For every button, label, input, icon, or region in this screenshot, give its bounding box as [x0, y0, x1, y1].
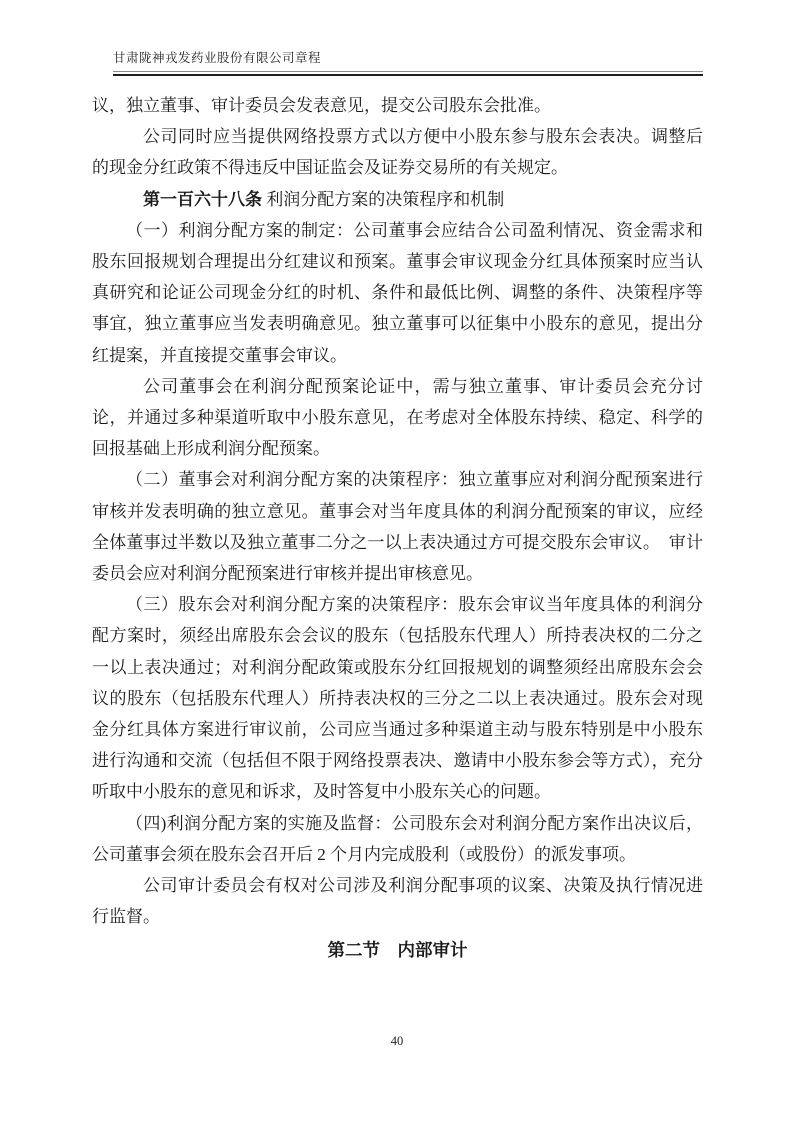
- page-header: [113, 48, 703, 76]
- document-body: [92, 90, 703, 967]
- paragraph-3: 第一百六十八条 利润分配方案的决策程序和机制: [143, 189, 505, 209]
- paragraph-4: （一）利润分配方案的制定：公司董事会应结合公司盈利情况、资金需求和股东回报规划合理提出分红建议和预案。董事会审议现金分红具体预案时应当认真研究和论证公司现金分红的时机、条件和最低比例、调整的条件、决策程序等事宜，独立董事应当发表明确意见。独立董事可以征集中小股东的意见，提出分红提案，并直接提交董事会审议。: [92, 220, 703, 365]
- page-number: 40: [390, 1034, 404, 1048]
- paragraph-5: 公司董事会在利润分配预案论证中，需与独立董事、审计委员会充分讨论，并通过多种渠道听取中小股东意见，在考虑对全体股东持续、稳定、科学的回报基础上形成利润分配预案。: [92, 376, 703, 459]
- header-rule-thin: [113, 71, 703, 72]
- paragraphs-container: [92, 90, 703, 932]
- header-rule-thick: [113, 74, 703, 76]
- paragraph-9: 公司审计委员会有权对公司涉及利润分配事项的议案、决策及执行情况进行监督。: [92, 876, 703, 927]
- paragraph-2: 公司同时应当提供网络投票方式以方便中小股东参与股东会表决。调整后的现金分红政策不得违反中国证监会及证券交易所的有关规定。: [92, 127, 703, 178]
- paragraph-6: （二）董事会对利润分配方案的决策程序：独立董事应对利润分配预案进行审核并发表明确的独立意见。董事会对当年度具体的利润分配预案的审议，应经全体董事过半数以及独立董事二分之一以上表决通过方可提交股东会审议。 审计委员会应对利润分配预案进行审核并提出审核意见。: [92, 470, 703, 584]
- header-title: 甘肃陇神戎发药业股份有限公司章程: [113, 51, 322, 65]
- paragraph-8: （四)利润分配方案的实施及监督：公司股东会对利润分配方案作出决议后，公司董事会须在股东会召开后 2 个月内完成股利（或股份）的派发事项。: [92, 813, 703, 864]
- article-number: 第一百六十八条: [143, 189, 262, 209]
- paragraph-7: （三）股东会对利润分配方案的决策程序：股东会审议当年度具体的利润分配方案时，须经出席股东会会议的股东（包括股东代理人）所持表决权的二分之一以上表决通过；对利润分配政策或股东分红回报规划的调整须经出席股东会会议的股东（包括股东代理人）所持表决权的三分之二以上表决通过。股东会对现金分红具体方案进行审议前，公司应当通过多种渠道主动与股东特别是中小股东进行沟通和交流（包括但不限于网络投票表决、邀请中小股东参会等方式），充分听取中小股东的意见和诉求，及时答复中小股东关心的问题。: [92, 595, 703, 802]
- paragraph-1: 议，独立董事、审计委员会发表意见，提交公司股东会批准。: [92, 96, 551, 115]
- page-footer: [0, 1034, 794, 1049]
- section-heading: 第二节 内部审计: [327, 940, 468, 961]
